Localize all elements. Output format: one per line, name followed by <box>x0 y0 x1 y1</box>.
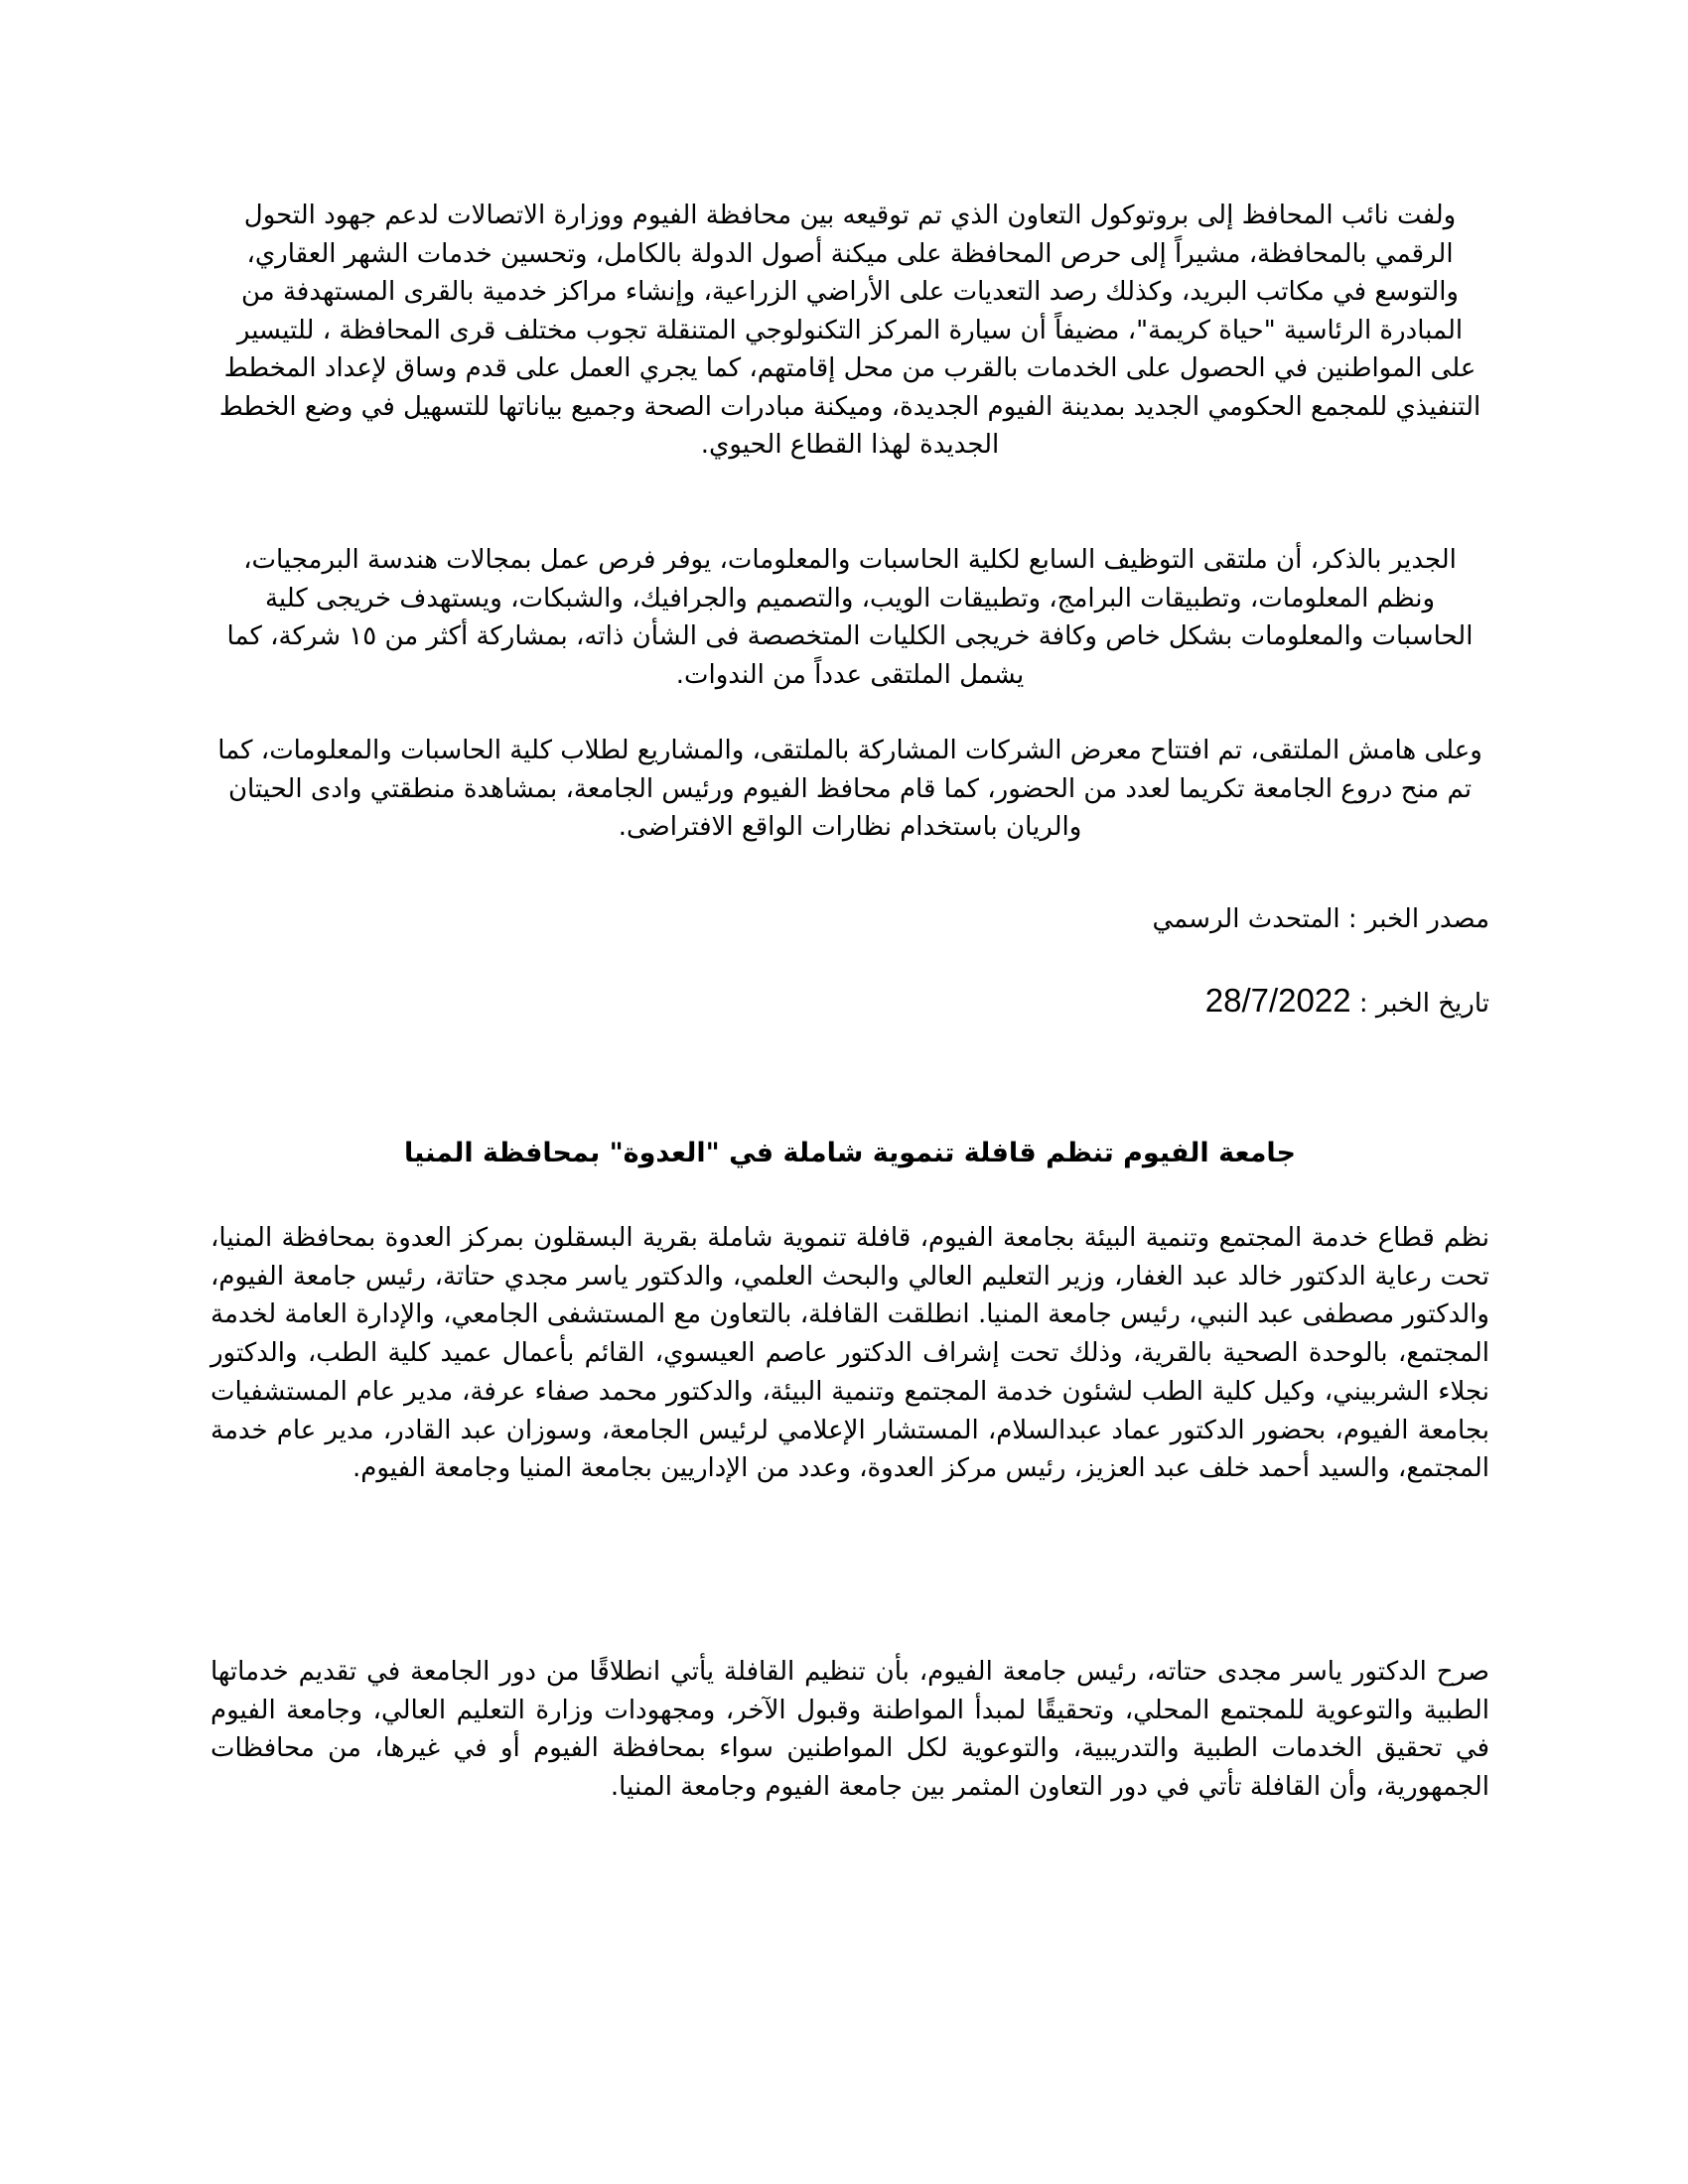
continuation-paragraph-2: الجدير بالذكر، أن ملتقى التوظيف السابع لكلية الحاسبات والمعلومات، يوفر فرص عمل بمجالات هندسة البرمجيات، ونظم المعلومات، وتطبيقات البرامج، وتطبيقات الويب، والتصميم والجرافيك، والشبكات، ويستهدف خريجى كلية الحاسبات والمعلومات بشكل خاص وكافة خريجى الكليات المتخصصة فى الشأن ذاته، بمشاركة أكثر من ١٥ شركة، كما يشمل الملتقى عدداً من الندوات. <box>226 545 1474 690</box>
article-paragraph-2: صرح الدكتور ياسر مجدى حتاته، رئيس جامعة الفيوم، بأن تنظيم القافلة يأتي انطلاقًا من دور الجامعة في تقديم خدماتها الطبية والتوعوية للمجتمع المحلي، وتحقيقًا لمبدأ المواطنة وقبول الآخر، ومجهودات وزارة التعليم العالي، وجامعة الفيوم في تحقيق الخدمات الطبية والتدريبية، والتوعوية لكل المواطنين سواء بمحافظة الفيوم أو في غيرها، من محافظات الجمهورية، وأن القافلة تأتي في دور التعاون المثمر بين جامعة الفيوم وجامعة المنيا. <box>211 1657 1489 1803</box>
news-date-value: 28/7/2022 <box>1204 982 1351 1019</box>
news-date-label: تاريخ الخبر : <box>1358 989 1489 1019</box>
news-source-line: مصدر الخبر : المتحدث الرسمي <box>1152 904 1489 934</box>
article-paragraph-1: نظم قطاع خدمة المجتمع وتنمية البيئة بجامعة الفيوم، قافلة تنموية شاملة بقرية البسقلون بمركز العدوة بمحافظة المنيا، تحت رعاية الدكتور خالد عبد الغفار، وزير التعليم العالي والبحث العلمي، والدكتور ياسر مجدي حتاتة، رئيس جامعة الفيوم، والدكتور مصطفى عبد النبي، رئيس جامعة المنيا. انطلقت القافلة، بالتعاون مع المستشفى الجامعي، والإدارة العامة لخدمة المجتمع، بالوحدة الصحية بالقرية، وذلك تحت إشراف الدكتور عاصم العيسوي، القائم بأعمال عميد كلية الطب، والدكتور نجلاء الشربيني، وكيل كلية الطب لشئون خدمة المجتمع وتنمية البيئة، والدكتور محمد صفاء عرفة، مدير عام المستشفيات بجامعة الفيوم، بحضور الدكتور عماد عبدالسلام، المستشار الإعلامي لرئيس الجامعة، وسوزان عبد القادر، مدير عام خدمة المجتمع، والسيد أحمد خلف عبد العزيز، رئيس مركز العدوة، وعدد من الإداريين بجامعة المنيا وجامعة الفيوم. <box>211 1223 1489 1484</box>
article-title: جامعة الفيوم تنظم قافلة تنموية شاملة في "العدوة" بمحافظة المنيا <box>403 1138 1297 1168</box>
news-date-line <box>1205 983 1489 1022</box>
continuation-paragraph-1: ولفت نائب المحافظ إلى بروتوكول التعاون الذي تم توقيعه بين محافظة الفيوم ووزارة الاتصالات لدعم جهود التحول الرقمي بالمحافظة، مشيراً إلى حرص المحافظة على ميكنة أصول الدولة بالكامل، وتحسين خدمات الشهر العقاري، والتوسع في مكاتب البريد، وكذلك رصد التعديات على الأراضي الزراعية، وإنشاء مراكز خدمية بالقرى المستهدفة من المبادرة الرئاسية "حياة كريمة"، مضيفاً أن سيارة المركز التكنولوجي المتنقلة تجوب مختلف قرى المحافظة ، للتيسير على المواطنين في الحصول على الخدمات بالقرب من محل إقامتهم، كما يجري العمل على قدم وساق لإعداد المخطط التنفيذي للمجمع الحكومي الجديد بمدينة الفيوم الجديدة، وميكنة مبادرات الصحة وجميع بياناتها للتسهيل في وضع الخطط الجديدة لهذا القطاع الحيوي. <box>218 201 1481 460</box>
continuation-paragraph-3: وعلى هامش الملتقى، تم افتتاح معرض الشركات المشاركة بالملتقى، والمشاريع لطلاب كلية الحاسبات والمعلومات، كما تم منح دروع الجامعة تكريما لعدد من الحضور، كما قام محافظ الفيوم ورئيس الجامعة، بمشاهدة منطقتي وادى الحيتان والريان باستخدام نظارات الواقع الافتراضى. <box>217 736 1482 842</box>
